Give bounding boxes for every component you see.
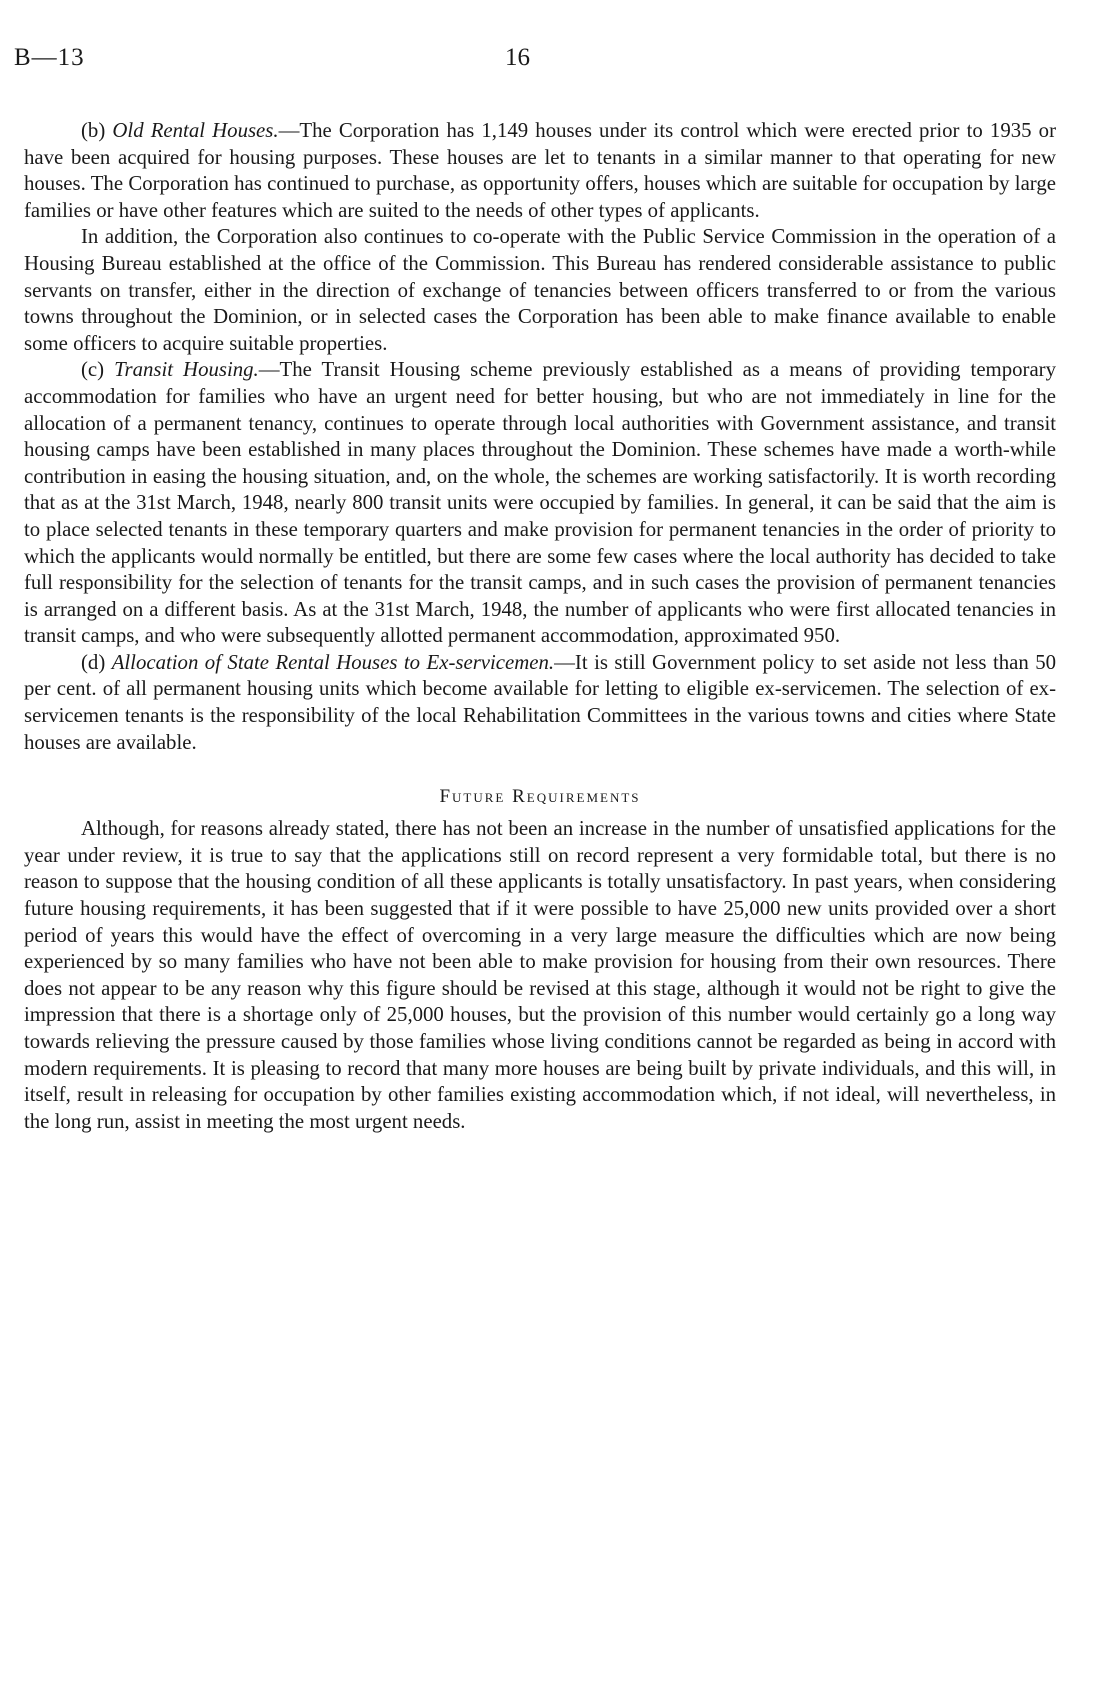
section-marker: (b) — [81, 119, 106, 142]
paragraph-ex-servicemen — [24, 650, 1056, 756]
paragraph-old-rental-houses — [24, 118, 1056, 224]
section-title: Transit Housing. — [114, 358, 259, 382]
paragraph-transit-housing — [24, 357, 1056, 650]
paragraph-text: —The Transit Housing scheme previously established as a means of providing temporary accommodation for families who have an urgent need for better housing, but who are not immediately in line for the allocation of a permanent tenancy, continues to operate through local authorities with Government assistance, and transit housing camps have been established in many places throughout the Dominion. These schemes have made a worth-while contribution in easing the housing situation, and, on the whole, the schemes are working satisfactorily. It is worth recording that as at the 31st March, 1948, nearly 800 transit units were occupied by families. In general, it can be said that the aim is to place selected tenants in these temporary quarters and make provision for permanent tenancies in the order of priority to which the applicants would normally be entitled, but there are some few cases where the local authority has decided to take full responsibility for the selection of tenants for the transit camps, and in such cases the provision of permanent tenancies is arranged on a different basis. As at the 31st March, 1948, the number of applicants who were first allocated tenancies in transit camps, and who were subsequently allotted permanent accommodation, approximated 950. — [24, 358, 1057, 648]
document-body — [24, 118, 1056, 1135]
section-marker: (c) — [81, 358, 105, 382]
paragraph-future-requirements: Although, for reasons already stated, there has not been an increase in the number of unsatisfied applications for the year under review, it is true to say that the applications still on record represent a very formidable total, but there is no reason to suppose that the housing condition of all these applicants is totally unsatisfactory. In past years, when considering future housing requirements, it has been suggested that if it were possible to have 25,000 new units provided over a short period of years this would have the effect of overcoming in a very large measure the difficulties which are now being experienced by so many families who have not been able to make provision for housing from their own resources. There does not appear to be any reason why this figure should be revised at this stage, although it would not be right to give the impression that there is a shortage only of 25,000 houses, but the provision of this number would certainly go a long way towards relieving the pressure caused by those families whose living conditions cannot be regarded as being in accord with modern requirements. It is pleasing to record that many more houses are being built by private individuals, and this will, in itself, result in releasing for occupation by other families existing accommodation which, if not ideal, will nevertheless, in the long run, assist in meeting the most urgent needs. — [24, 817, 1056, 1133]
page-number: 16 — [505, 44, 530, 71]
paragraph-text: —The Corporation has 1,149 houses under its control which were erected prior to 1935 or have been acquired for housing purposes. These houses are let to tenants in a similar manner to that operating for new houses. The Corporation has continued to purchase, as opportunity offers, houses which are suitable for occupation by large families or have other features which are suited to the needs of other types of applicants. — [24, 119, 1056, 222]
paragraph-public-service: In addition, the Corporation also continues to co-operate with the Public Service Commission in the operation of a Housing Bureau established at the office of the Commission. This Bureau has rendered considerable assistance to public servants on transfer, either in the direction of exchange of tenancies between officers transferred to or from the various towns throughout the Dominion, or in selected cases the Corporation has been able to make finance available to enable some officers to acquire suitable properties. — [24, 225, 1056, 355]
section-marker: (d) — [81, 650, 106, 674]
section-title: Allocation of State Rental Houses to Ex-servicemen. — [111, 650, 555, 674]
section-title: Old Rental Houses. — [112, 119, 279, 142]
paragraph-text: —It is still Government policy to set aside not less than 50 per cent. of all permanent housing units which become available for letting to eligible ex-servicemen. The selection of ex-servicemen tenants is the responsibility of the local Rehabilitation Committees in the various towns and cities where State houses are available. — [24, 650, 1057, 754]
document-reference: B—13 — [14, 44, 85, 71]
section-heading-future-requirements: Future Requirements — [439, 786, 641, 808]
